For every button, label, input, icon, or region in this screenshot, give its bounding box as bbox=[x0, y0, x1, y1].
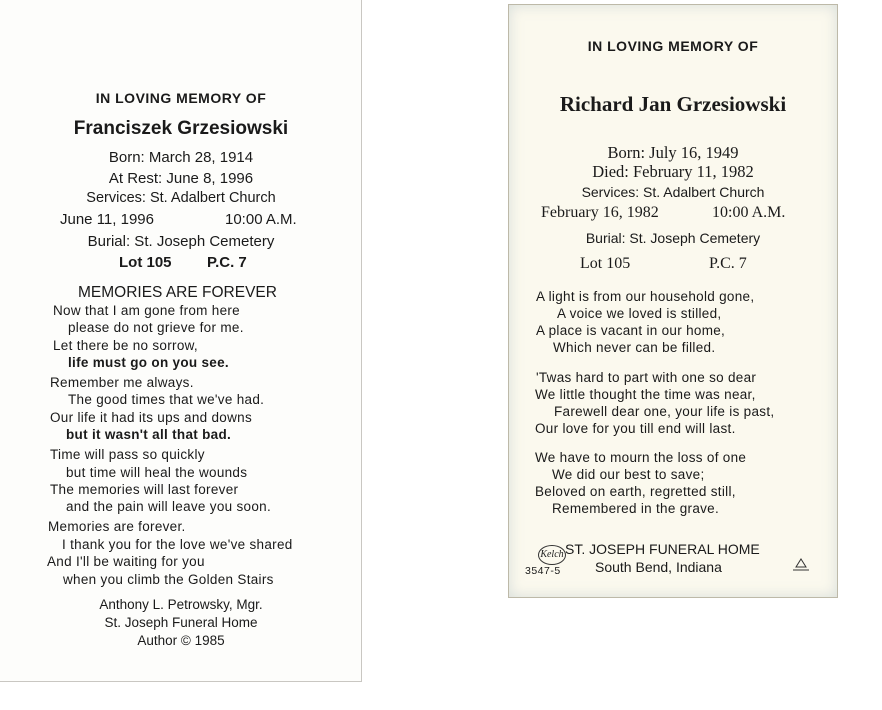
poem-line: A place is vacant in our home, bbox=[536, 323, 726, 338]
left-services: Services: St. Adalbert Church bbox=[86, 190, 276, 206]
poem-line: Our love for you till end will last. bbox=[535, 421, 736, 436]
left-heading: IN LOVING MEMORY OF bbox=[95, 90, 267, 106]
right-died: Died: February 11, 1982 bbox=[592, 162, 754, 181]
poem-line: Beloved on earth, regretted still, bbox=[535, 484, 736, 499]
poem-line: We little thought the time was near, bbox=[535, 387, 756, 402]
poem-line: Let there be no sorrow, bbox=[53, 338, 198, 353]
left-pc: P.C. 7 bbox=[207, 254, 247, 271]
poem-line: and the pain will leave you soon. bbox=[66, 499, 272, 514]
poem-line: I thank you for the love we've shared bbox=[62, 537, 293, 552]
right-heading: IN LOVING MEMORY OF bbox=[587, 38, 759, 54]
poem-line: Memories are forever. bbox=[48, 519, 186, 534]
left-name: Franciszek Grzesiowski bbox=[73, 118, 289, 139]
poem-line: life must go on you see. bbox=[68, 355, 229, 370]
left-service-time: 10:00 A.M. bbox=[225, 211, 297, 228]
right-service-date: February 16, 1982 bbox=[541, 204, 659, 221]
poem-line: Farewell dear one, your life is past, bbox=[554, 404, 775, 419]
right-born: Born: July 16, 1949 bbox=[607, 143, 739, 162]
poem-line: Remembered in the grave. bbox=[552, 501, 720, 516]
poem-line: We did our best to save; bbox=[552, 467, 705, 482]
poem-line: And I'll be waiting for you bbox=[47, 554, 205, 569]
left-born: Born: March 28, 1914 bbox=[108, 149, 254, 166]
kelch-logo: Kelch bbox=[538, 545, 566, 565]
left-burial: Burial: St. Joseph Cemetery bbox=[87, 233, 275, 250]
left-at-rest: At Rest: June 8, 1996 bbox=[108, 170, 254, 187]
poem-line: Remember me always. bbox=[50, 375, 194, 390]
poem-line: We have to mourn the loss of one bbox=[535, 450, 747, 465]
poem-line: Now that I am gone from here bbox=[53, 303, 240, 318]
poem-line: but time will heal the wounds bbox=[66, 465, 248, 480]
right-service-time: 10:00 A.M. bbox=[712, 204, 786, 221]
left-poem-title: MEMORIES ARE FOREVER bbox=[78, 284, 277, 301]
right-code: 3547-5 bbox=[525, 565, 561, 577]
poem-line: Which never can be filled. bbox=[553, 340, 716, 355]
poem-line: please do not grieve for me. bbox=[68, 320, 244, 335]
poem-line: but it wasn't all that bad. bbox=[66, 427, 232, 442]
poem-line: A light is from our household gone, bbox=[536, 289, 755, 304]
right-services: Services: St. Adalbert Church bbox=[581, 184, 765, 200]
left-footer-home: St. Joseph Funeral Home bbox=[104, 615, 258, 630]
left-prayer-card bbox=[0, 0, 362, 682]
right-burial: Burial: St. Joseph Cemetery bbox=[585, 230, 761, 246]
right-location: South Bend, Indiana bbox=[595, 559, 722, 575]
union-label-icon bbox=[790, 558, 812, 572]
left-lot: Lot 105 bbox=[119, 254, 172, 271]
poem-line: when you climb the Golden Stairs bbox=[63, 572, 274, 587]
poem-line: Our life it had its ups and downs bbox=[50, 410, 253, 425]
left-footer-manager: Anthony L. Petrowsky, Mgr. bbox=[99, 597, 263, 612]
right-lot: Lot 105 bbox=[580, 255, 631, 272]
right-pc: P.C. 7 bbox=[709, 255, 747, 272]
poem-line: The good times that we've had. bbox=[68, 392, 265, 407]
poem-line: A voice we loved is stilled, bbox=[557, 306, 722, 321]
poem-line: The memories will last forever bbox=[50, 482, 239, 497]
left-service-date: June 11, 1996 bbox=[60, 211, 154, 228]
right-funeral-home: ST. JOSEPH FUNERAL HOME bbox=[565, 541, 760, 557]
poem-line: 'Twas hard to part with one so dear bbox=[536, 370, 757, 385]
poem-line: Time will pass so quickly bbox=[50, 447, 205, 462]
left-footer-author: Author © 1985 bbox=[137, 633, 225, 648]
right-name: Richard Jan Grzesiowski bbox=[559, 92, 787, 116]
